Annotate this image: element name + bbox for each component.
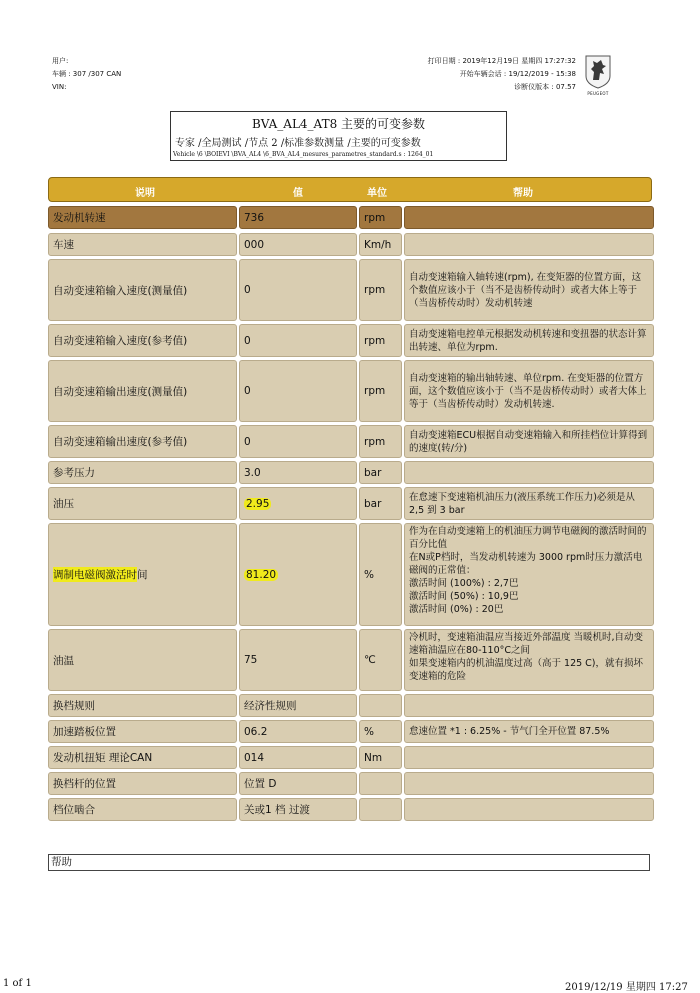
row-help — [404, 694, 654, 717]
row-desc: 自动变速箱输入速度(测量值) — [48, 259, 237, 321]
header-info-right — [428, 55, 576, 94]
row-desc: 油压 — [48, 487, 237, 520]
header-help: 帮助 — [513, 188, 533, 199]
row-unit: % — [359, 720, 402, 743]
table-row — [48, 206, 654, 229]
row-unit: bar — [359, 461, 402, 484]
header-description: 说明 — [135, 188, 155, 199]
row-unit: rpm — [359, 425, 402, 458]
table-row — [48, 772, 654, 795]
row-help — [404, 746, 654, 769]
session-start: 开始车辆会话 : 19/12/2019 - 15:38 — [459, 70, 576, 78]
header-unit: 单位 — [367, 188, 387, 199]
diag-version: 诊断仪版本 : 07.57 — [514, 83, 576, 91]
help-line: 激活时间 (50%) : 10,9巴 — [409, 591, 519, 602]
row-help: 自动变速箱电控单元根据发动机转速和变扭器的状态计算出转速、单位为rpm. — [404, 324, 654, 357]
help-line: 在N或P档时，当发动机转速为 3000 rpm时压力激活电磁阀的正常值： — [409, 552, 643, 576]
row-value: 0 — [239, 259, 357, 321]
row-unit — [359, 798, 402, 821]
table-row — [48, 233, 654, 256]
table-row — [48, 259, 654, 321]
row-help — [404, 798, 654, 821]
user-label: 用户: — [52, 57, 69, 65]
row-value: 0 — [239, 425, 357, 458]
logo-text: PEUGEOT — [587, 91, 609, 96]
row-desc: 自动变速箱输入速度(参考值) — [48, 324, 237, 357]
page-title: BVA_AL4_AT8 主要的可变参数 — [251, 117, 426, 131]
row-value: 3.0 — [239, 461, 357, 484]
row-desc: 车速 — [48, 233, 237, 256]
row-value-cell — [239, 523, 357, 626]
header-value: 值 — [293, 188, 303, 199]
row-desc: 参考压力 — [48, 461, 237, 484]
row-help — [404, 772, 654, 795]
row-desc-rest: 间 — [137, 569, 148, 581]
table-row — [48, 461, 654, 484]
table-row — [48, 629, 654, 691]
row-unit: Nm — [359, 746, 402, 769]
table-row — [48, 360, 654, 422]
row-desc: 发动机转速 — [48, 206, 237, 229]
table-row — [48, 720, 654, 743]
peugeot-lion-icon — [582, 54, 614, 90]
table-row — [48, 523, 654, 626]
row-desc: 加速踏板位置 — [48, 720, 237, 743]
row-help: 怠速位置 *1 : 6.25% - 节气门全开位置 87.5% — [404, 720, 654, 743]
table-header — [48, 177, 652, 202]
table-row — [48, 746, 654, 769]
help-line: 如果变速箱内的机油温度过高（高于 125 C)，就有损坏变速箱的危险 — [409, 658, 644, 682]
row-help — [404, 523, 654, 626]
row-value-cell — [239, 487, 357, 520]
row-help: 自动变速箱的输出轴转速、单位rpm. 在变矩器的位置方面，这个数值应该小于（当不是齿桥传动时）或者大体上等于（当齿桥传动时）发动机转速. — [404, 360, 654, 422]
row-value: 位置 D — [239, 772, 357, 795]
help-line: 激活时间 (100%) : 2,7巴 — [409, 578, 519, 589]
help-line: 作为在自动变速箱上的机油压力调节电磁阀的激活时间的百分比值 — [409, 526, 647, 550]
help-label: 帮助 — [51, 856, 72, 868]
row-value: 2.95 — [246, 497, 270, 510]
row-value: 经济性规则 — [239, 694, 357, 717]
row-unit: rpm — [359, 324, 402, 357]
row-desc-highlight: 调制电磁阀激活时 — [53, 569, 137, 581]
row-desc: 油温 — [48, 629, 237, 691]
row-desc: 换档规则 — [48, 694, 237, 717]
header-info-left — [52, 55, 121, 94]
help-line: 激活时间 (0%) : 20巴 — [409, 604, 504, 615]
row-unit: rpm — [359, 360, 402, 422]
table-row — [48, 324, 654, 357]
row-unit — [359, 772, 402, 795]
peugeot-logo — [582, 54, 614, 96]
row-value: 06.2 — [239, 720, 357, 743]
row-desc: 档位啮合 — [48, 798, 237, 821]
print-date: 打印日期 : 2019年12月19日 星期四 17:27:32 — [427, 57, 576, 65]
footer-datetime: 2019/12/19 星期四 17:27 — [565, 982, 688, 993]
row-value: 0 — [239, 360, 357, 422]
row-desc: 自动变速箱输出速度(参考值) — [48, 425, 237, 458]
row-desc: 自动变速箱输出速度(测量值) — [48, 360, 237, 422]
row-unit: rpm — [359, 259, 402, 321]
table-row — [48, 798, 654, 821]
table-row — [48, 694, 654, 717]
row-value: 关或1 档 过渡 — [239, 798, 357, 821]
vehicle-line: 车辆 : 307 /307 CAN — [52, 70, 122, 78]
row-help — [404, 233, 654, 256]
row-value: 0 — [239, 324, 357, 357]
vin-label: VIN: — [52, 83, 67, 91]
breadcrumb: 专家 /全局测试 /节点 2 /标准参数测量 /主要的可变参数 — [175, 138, 421, 149]
table-row — [48, 425, 654, 458]
table-row — [48, 487, 654, 520]
row-value: 81.20 — [246, 568, 277, 581]
row-unit: Km/h — [359, 233, 402, 256]
help-box — [48, 854, 650, 871]
row-desc-cell — [48, 523, 237, 626]
page-counter: 1 of 1 — [3, 978, 32, 989]
row-value: 000 — [239, 233, 357, 256]
row-help: 自动变速箱ECU根据自动变速箱输入和所挂档位计算得到的速度(转/分) — [404, 425, 654, 458]
help-line: 冷机时，变速箱油温应当接近外部温度 当暖机时,自动变速箱油温应在80-110°C之间 — [409, 632, 644, 656]
row-help — [404, 629, 654, 691]
row-desc: 发动机扭矩 理论CAN — [48, 746, 237, 769]
row-help: 在怠速下变速箱机油压力(液压系统工作压力)必须是从 2,5 到 3 bar — [404, 487, 654, 520]
row-help — [404, 461, 654, 484]
row-value: 736 — [239, 206, 357, 229]
row-help: 自动变速箱输入轴转速(rpm), 在变矩器的位置方面，这个数值应该小于（当不是齿桥传动时）或者大体上等于（当齿桥传动时）发动机转速 — [404, 259, 654, 321]
title-box — [170, 111, 507, 161]
row-unit: bar — [359, 487, 402, 520]
row-value: 014 — [239, 746, 357, 769]
row-help — [404, 206, 654, 229]
row-value: 75 — [239, 629, 357, 691]
row-unit: % — [359, 523, 402, 626]
row-unit: ℃ — [359, 629, 402, 691]
row-desc: 换档杆的位置 — [48, 772, 237, 795]
row-unit: rpm — [359, 206, 402, 229]
script-path: Vehicle \6 \BOIEVI \BVA_AL4 \6_BVA_AL4_mesures_parametres_standard.s : 1264_01 — [173, 151, 434, 158]
row-unit — [359, 694, 402, 717]
